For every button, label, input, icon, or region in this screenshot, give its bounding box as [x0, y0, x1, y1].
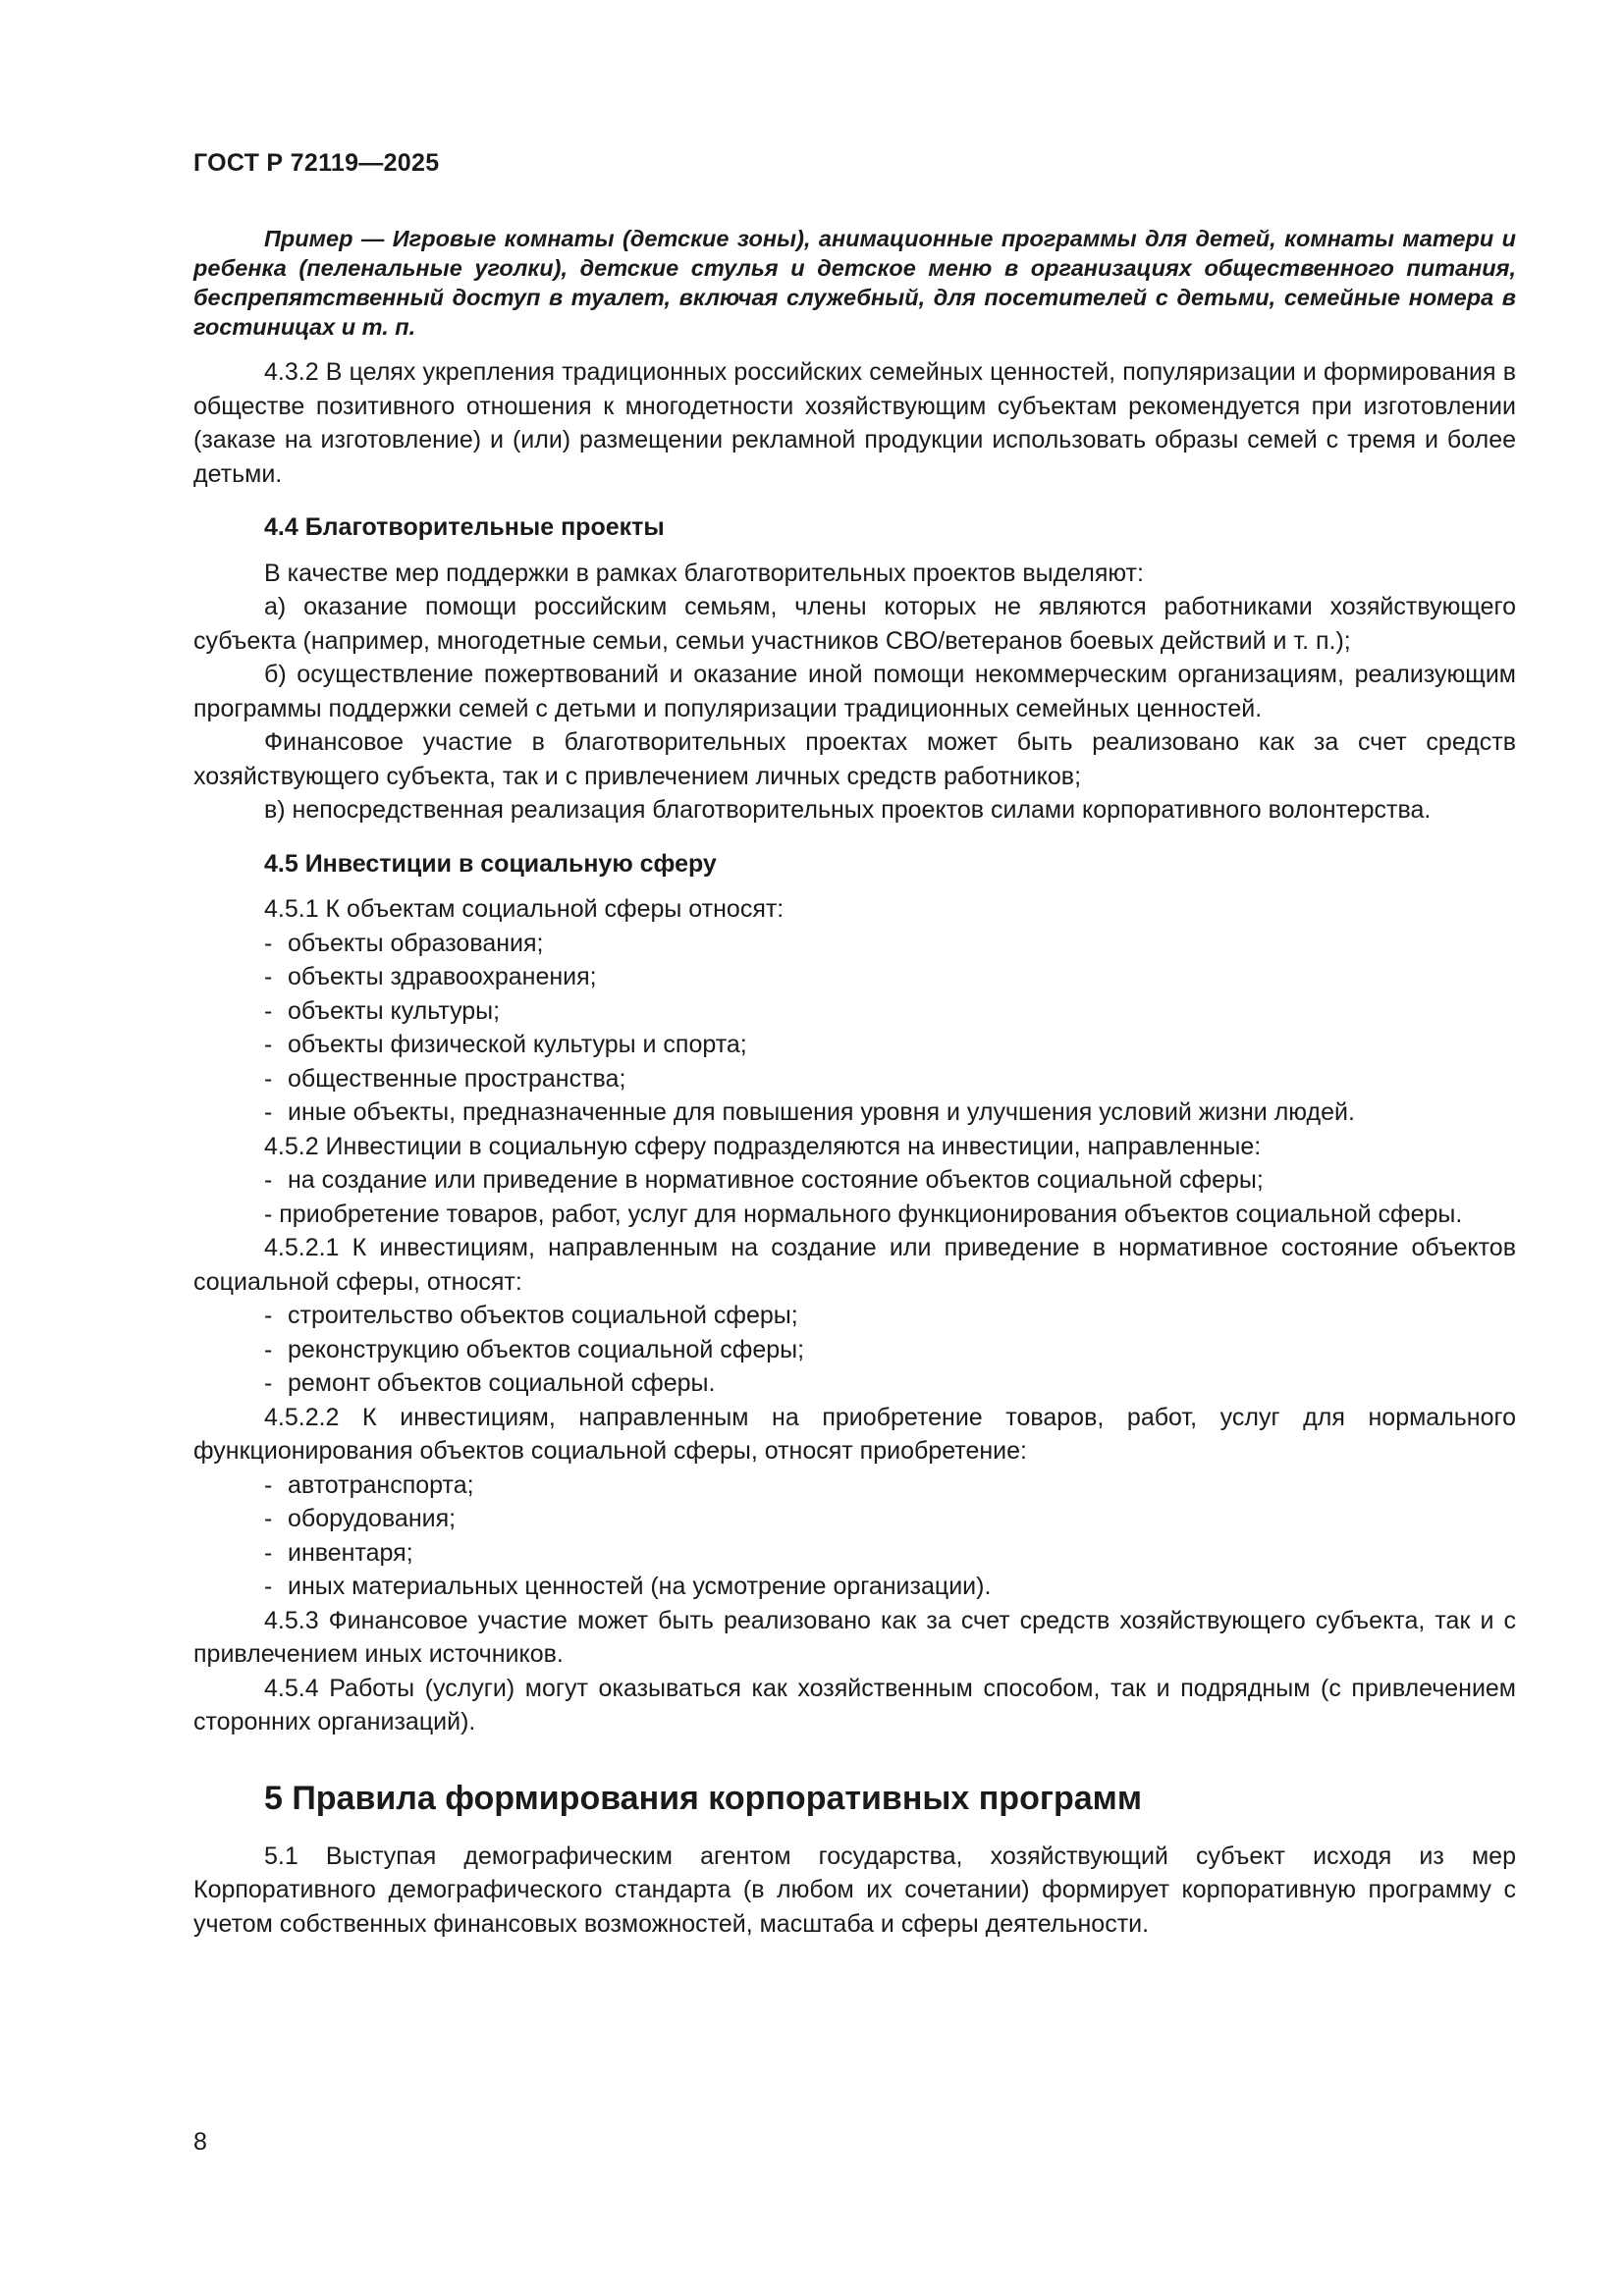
section-heading-4-5: 4.5 Инвестиции в социальную сферу: [264, 849, 717, 878]
example-note: Пример — Игровые комнаты (детские зоны), анимационные программы для детей, комнаты матери и ребенка (пеленальные уголки), детские стулья и детское меню в организациях общественного питания, беспрепятственный доступ в туалет, включая служебный, для посетителей с детьми, семейные номера в гостиницах и т. п.: [193, 226, 1516, 340]
list-item: - объекты образования;: [264, 929, 544, 957]
list-item: - иных материальных ценностей (на усмотрение организации).: [264, 1573, 992, 1600]
page-number: 8: [193, 2128, 207, 2156]
list-item: - общественные пространства;: [264, 1064, 626, 1093]
paragraph-4-5-2: 4.5.2 Инвестиции в социальную сферу подразделяются на инвестиции, направленные:: [264, 1132, 1262, 1160]
section-heading-4-4: 4.4 Благотворительные проекты: [264, 513, 665, 541]
list-item: - инвентаря;: [264, 1538, 413, 1567]
paragraph-4-4-v: в) непосредственная реализация благотворительных проектов силами корпоративного волонтерства.: [264, 796, 1432, 824]
list-item: - оборудования;: [264, 1505, 457, 1532]
list-item: - объекты культуры;: [264, 996, 501, 1025]
list-item-wrapped: - приобретение товаров, работ, услуг для нормального функционирования объектов социальной сферы.: [264, 1200, 1463, 1228]
paragraph-4-5-2-2: 4.5.2.2 К инвестициям, направленным на приобретение товаров, работ, услуг для нормального функционирования объектов социальной сферы, относят приобретение:: [193, 1403, 1516, 1465]
paragraph-5-1: 5.1 Выступая демографическим агентом государства, хозяйствующий субъект исходя из мер Корпоративного демографического стандарта (в любом их сочетании) формирует корпоративную программу с учетом собственных финансовых возможностей, масштаба и сферы деятельности.: [193, 1842, 1516, 1938]
paragraph-4-4-financial: Финансовое участие в благотворительных проектах может быть реализовано как за счет средств хозяйствующего субъекта, так и с привлечением личных средств работников;: [193, 728, 1516, 790]
paragraph-4-3-2: 4.3.2 В целях укрепления традиционных российских семейных ценностей, популяризации и формирования в обществе позитивного отношения к многодетности хозяйствующим субъектам рекомендуется при изготовлении (заказе на изготовление) и (или) размещении рекламной продукции использовать образы семей с тремя и более детьми.: [193, 358, 1516, 488]
paragraph-4-4-a: а) оказание помощи российским семьям, члены которых не являются работниками хозяйствующего субъекта (например, многодетные семьи, семьи участников СВО/ветеранов боевых действий и т. п.);: [193, 593, 1516, 655]
chapter-heading-5: 5 Правила формирования корпоративных программ: [264, 1779, 1142, 1817]
paragraph-4-4-intro: В качестве мер поддержки в рамках благотворительных проектов выделяют:: [264, 559, 1144, 587]
paragraph-4-5-2-1: 4.5.2.1 К инвестициям, направленным на создание или приведение в нормативное состояние объектов социальной сферы, относят:: [193, 1234, 1516, 1296]
paragraph-4-5-1: 4.5.1 К объектам социальной сферы относят:: [264, 895, 785, 923]
list-item: - строительство объектов социальной сферы;: [264, 1302, 798, 1329]
list-item: - объекты здравоохранения;: [264, 963, 597, 990]
list-item: - ремонт объектов социальной сферы.: [264, 1369, 716, 1397]
standard-id-header: ГОСТ Р 72119—2025: [193, 149, 440, 177]
paragraph-4-4-b: б) осуществление пожертвований и оказание иной помощи некоммерческим организациям, реализующим программы поддержки семей с детьми и популяризации традиционных семейных ценностей.: [193, 661, 1516, 722]
paragraph-4-5-3: 4.5.3 Финансовое участие может быть реализовано как за счет средств хозяйствующего субъекта, так и с привлечением иных источников.: [193, 1606, 1516, 1668]
list-item: - иные объекты, предназначенные для повышения уровня и улучшения условий жизни людей.: [264, 1098, 1355, 1126]
list-item: - реконструкцию объектов социальной сферы;: [264, 1335, 805, 1363]
document-body: [193, 224, 1516, 1941]
list-item: - объекты физической культуры и спорта;: [264, 1031, 747, 1058]
paragraph-4-5-4: 4.5.4 Работы (услуги) могут оказываться как хозяйственным способом, так и подрядным (с привлечением сторонних организаций).: [193, 1674, 1516, 1735]
list-item: - на создание или приведение в нормативное состояние объектов социальной сферы;: [264, 1166, 1264, 1194]
list-item: - автотранспорта;: [264, 1470, 474, 1499]
